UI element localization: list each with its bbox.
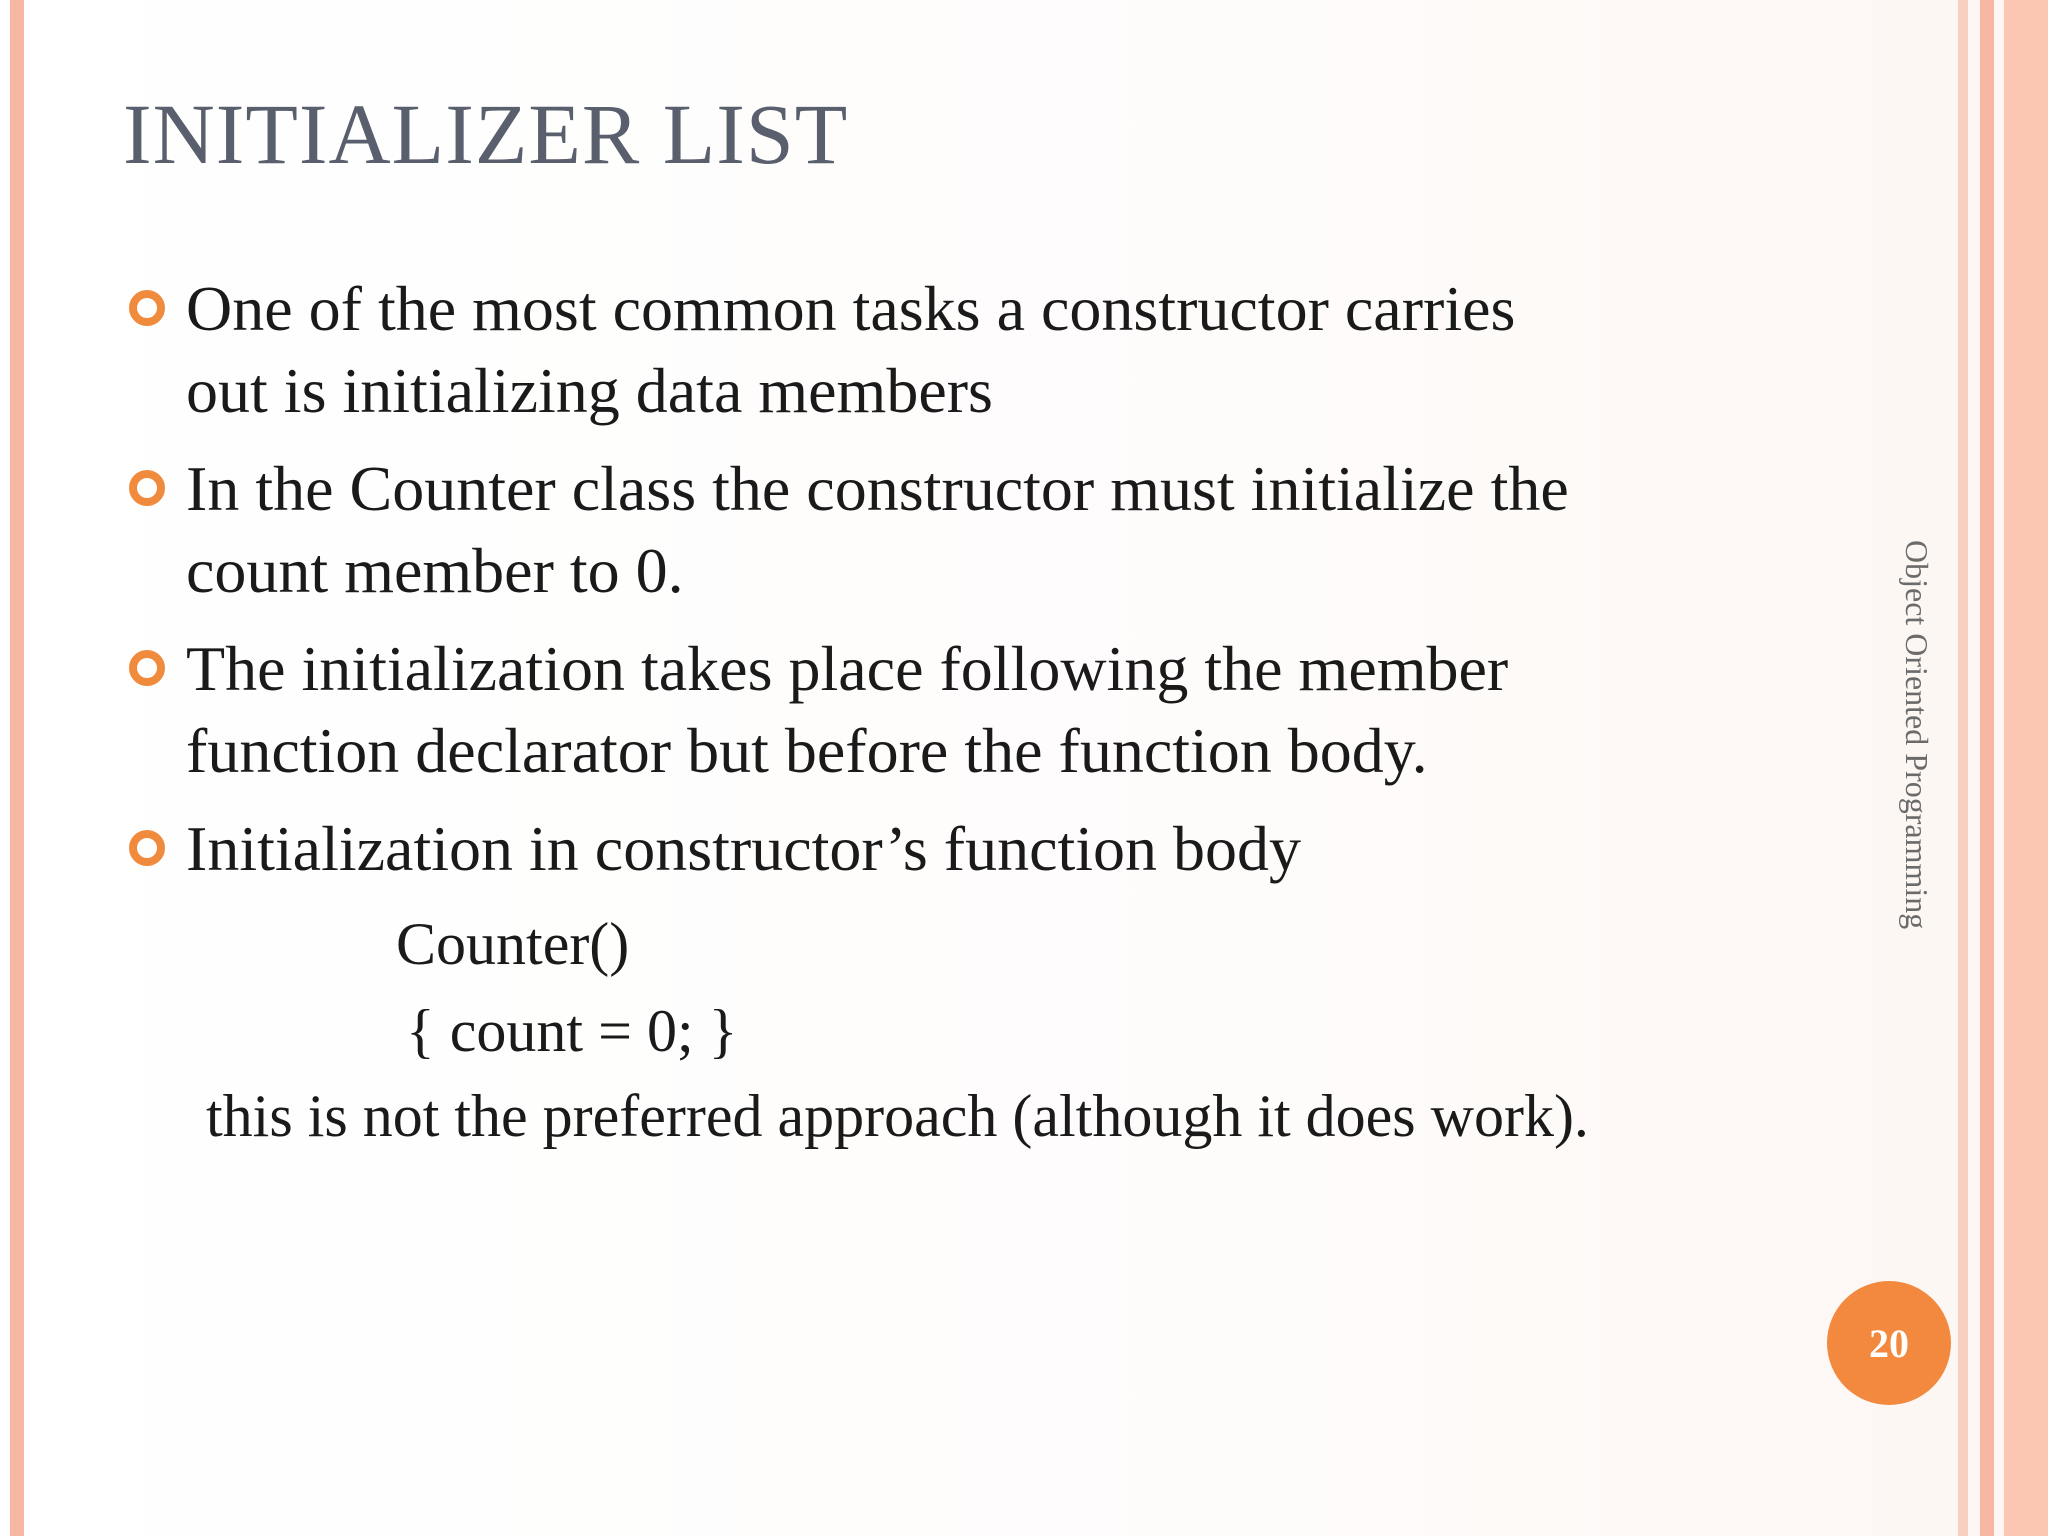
slide-note: this is not the preferred approach (although it does work). bbox=[206, 1083, 1589, 1149]
right-stripe-decoration bbox=[2004, 0, 2048, 1536]
bullet-text-line: Initialization in constructor’s function body bbox=[186, 813, 1302, 884]
bullet-item bbox=[126, 268, 1926, 432]
bullet-text-line: The initialization takes place following the member bbox=[186, 633, 1509, 704]
right-stripe-decoration bbox=[1958, 0, 1968, 1536]
bullet-ring-icon bbox=[129, 830, 165, 866]
page-number-badge bbox=[1827, 1281, 1951, 1405]
bullet-item bbox=[126, 448, 1926, 612]
code-line-body: { count = 0; } bbox=[406, 998, 738, 1064]
bullet-text-line: count member to 0. bbox=[186, 535, 684, 606]
right-stripe-decoration bbox=[1980, 0, 1994, 1536]
slide-title: INITIALIZER LIST bbox=[123, 86, 849, 182]
bullet-text-line: out is initializing data members bbox=[186, 355, 993, 426]
code-line-constructor: Counter() bbox=[396, 911, 630, 977]
bullet-text-line: In the Counter class the constructor must initialize the bbox=[186, 453, 1569, 524]
bullet-text-line: One of the most common tasks a constructor carries bbox=[186, 273, 1516, 344]
bullet-item bbox=[126, 628, 1926, 792]
side-course-label: Object Oriented Programming bbox=[1899, 540, 1935, 930]
bullet-ring-icon bbox=[129, 290, 165, 326]
bullet-text-line: function declarator but before the function body. bbox=[186, 715, 1428, 786]
bullet-ring-icon bbox=[129, 470, 165, 506]
page-number: 20 bbox=[1869, 1320, 1909, 1366]
bullet-ring-icon bbox=[129, 650, 165, 686]
bullet-list bbox=[126, 268, 1926, 906]
left-border-decoration bbox=[10, 0, 24, 1536]
bullet-item bbox=[126, 808, 1926, 890]
